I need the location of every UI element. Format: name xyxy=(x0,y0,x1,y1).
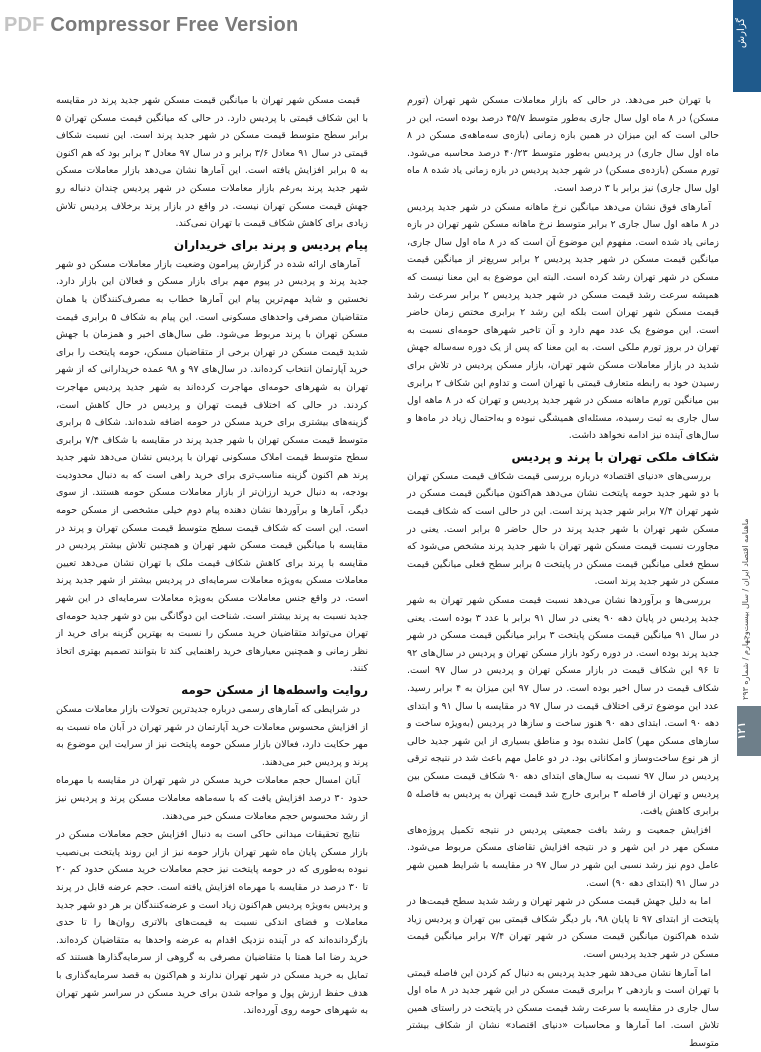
section-heading: پیام پردیس و پرند برای خریداران xyxy=(56,236,368,254)
body-paragraph: در شرایطی که آمارهای رسمی درباره جدیدترین تحولات بازار معاملات مسکن از افزایش محسوس معاملات خرید آپارتمان در شهر تهران در آبان ماه نسبت به مهر حکایت دارد، فعالان بازار مسکن حومه پایتخت نیز از سرایت این موضوع به پرند و پردیس خبر می‌دهند. xyxy=(56,701,368,771)
section-heading: شکاف ملکی تهران با پرند و پردیس xyxy=(407,448,719,466)
right-column xyxy=(407,92,719,1035)
magazine-issue-label: ماهنامه اقتصاد ایران / سال بیست‌وچهارم / شماره ۲۹۳ xyxy=(741,440,757,700)
body-paragraph: قیمت مسکن شهر تهران با میانگین قیمت مسکن شهر جدید پرند در مقایسه با این شکاف قیمتی با پردیس دارد. در حالی که میانگین قیمت مسکن تهران ۵ برابر سطح متوسط قیمت مسکن در شهر جدید پرند است. این نسبت شکاف قیمتی در سال ۹۱ معادل ۳/۶ برابر و در سال ۹۷ معادل ۳ برابر بود که هم اکنون به ۵ برابر افزایش یافته است. این آمارها نشان می‌دهد بازار معاملات مسکن شهر جدید پرند به‌رغم بازار معاملات مسکن در شهر پردیس چندان دنباله رو جهش قیمت مسکن تهران نیست. در واقع در بازار پرند برخلاف پردیس تلاش زیادی برای کاهش شکاف قیمت با تهران نمی‌کند. xyxy=(56,92,368,233)
body-paragraph: آمارهای ارائه شده در گزارش پیرامون وضعیت بازار معاملات مسکن دو شهر جدید پرند و پردیس در پیوم مهم برای بازار مسکن و فعالان این بازار دارد. نخستین و شاید مهم‌ترین پیام این آمارها خطاب به مصرف‌کنندگان یا همان متقاضیان مصرفی واحدهای مسکونی است. این پیام به شکاف ۵ برابری قیمت مسکن تهران با پرند مربوط می‌شود. طی سال‌های اخیر و همزمان با جهش شدید قیمت مسکن در تهران برخی از متقاضیان مسکن، حومه پایتخت را برای خرید آپارتمان انتخاب کرده‌اند. در سال‌های ۹۷ و ۹۸ عمده خریدارانی که از شهر تهران به شهرهای حومه‌ای مهاجرت کرده‌اند به شهر جدید پردیس مهاجرت کردند. در حالی که اختلاف قیمت تهران و پردیس در حال کاهش است، گزینه‌های بیشتری برای خرید مسکن در حومه اضافه شده‌اند. شکاف ۵ برابری متوسط قیمت مسکن تهران با شهر جدید پرند در مقایسه با شکاف ۷/۴ برابری سطح متوسط قیمت املاک مسکونی تهران با پردیس نشان می‌دهد شهر جدید پرند هم اکنون گزینه مناسب‌تری برای خرید راهی است که به دنبال محدودیت بودجه، به دنبال خرید ارزان‌تر از بازار معاملات مسکن حومه هستند. از سوی دیگر، آمارها و برآوردها نشان دهنده پیام دوم خیلی مشخصی از مسکن حومه است. این است که شکاف قیمت سطح متوسط قیمت مسکن تهران و پرند در مقایسه با میانگین قیمت مسکن شهر تهران و همچنین تلاش بیشتر پردیس در مقایسه با پرند برای کاهش شکاف قیمت ملک با تهران نشان می‌دهد تعیین معاملات مسکن به‌ویژه معاملات سرمایه‌ای در پردیس بیشتر از شهر جدید پرند است. در واقع جنس معاملات مسکن به‌ویژه معاملات سرمایه‌ای در این شهر جدید نسبت به پرند بیشتر است. شناخت این دوگانگی بین دو شهر جدید حومه‌ای تهران می‌تواند متقاضیان خرید مسکن را نسبت به بهترین گزینه برای خرید از نظر زمانی و همچنین معیارهای خرید راهنمایی کند تا بتوانند تصمیم بهتری اتخاذ کنند. xyxy=(56,256,368,678)
pdf-compressor-watermark: PDF Compressor Free Version xyxy=(4,14,298,37)
body-paragraph: اما به دلیل جهش قیمت مسکن در شهر تهران و رشد شدید سطح قیمت‌ها در پایتخت از ابتدای ۹۷ تا پایان ۹۸، بار دیگر شکاف قیمتی بین تهران و پردیس زیاد شده هم‌اکنون میانگین قیمت مسکن در شهر تهران ۷/۴ برابر میانگین قیمت مسکن در شهر جدید پردیس است. xyxy=(407,893,719,963)
body-paragraph: آمارهای فوق نشان می‌دهد میانگین نرخ ماهانه مسکن در شهر جدید پردیس در ۸ ماهه اول سال جاری ۲ برابر متوسط نرخ ماهانه مسکن شهر تهران در بازه زمانی یاد شده است. مفهوم این موضوع آن است که در ۸ ماه اول سال جاری، میانگین قیمت مسکن در شهر جدید پردیس ۲ برابر سریع‌تر از میانگین قیمت مسکن در شهر تهران رشد کرده است. البته این موضوع به این معنا نیست که همیشه سرعت رشد قیمت مسکن در شهر جدید پردیس ۲ برابر سرعت رشد قیمت مسکن شهر تهران است بلکه این رشد ۲ برابری مختص زمان حاضر است. این موضوع یک عدد مهم دارد و آن تاخیر شهرهای حومه‌ای نسبت به تهران در بروز تورم ملکی است. به این معنا که پس از یک دوره سه‌ساله جهش شدید در بازار معاملات مسکن شهر تهران، بازار مسکن پردیس در تلاش برای رسیدن خود به رابطه متعارف قیمتی با تهران است و تداوم این شکاف ۲ برابری بین میانگین تورم ماهانه مسکن در شهر جدید پردیس و تهران که در ۸ ماهه اول سال جاری به ثبت رسیده، مسئله‌ای همیشگی نبوده و به‌احتمال زیاد در ماه‌ها و سال‌های آینده نیز ادامه نخواهد داشت. xyxy=(407,199,719,445)
left-column xyxy=(56,92,368,1035)
section-tab-label: گزارش xyxy=(736,18,758,48)
body-paragraph: نتایج تحقیقات میدانی حاکی است به دنبال افزایش حجم معاملات مسکن در بازار مسکن پایان ماه شهر تهران بازار حومه نیز از این روند پایتخت بی‌نصیب نبوده به‌طوری که در حومه پایتخت نیز حجم معاملات خرید مسکن حدود کم ۲۰ تا ۳۰ درصد در مقایسه با مهرماه افزایش یافته است. حجم عرضه قابل در پرند و پردیس به‌ویژه پردیس هم‌اکنون زیاد است و عرضه‌کنندگان بر هر دو شهر جدید معاملات و فضای اندکی نسبت به قیمت‌های بالاتری روان‌ها را تا حدی بازگردانده‌اند که در آینده نزدیک اقدام به عرضه واحدها به متقاضیان کرده‌اند. خرید رضا اما همتا با متقاضیان مصرفی به گروهی از سرمایه‌گذارها هستند که تمایل به خرید مسکن در شهر تهران ندارند و هم‌اکنون به قصد سرمایه‌گذاری با هدف حفظ ارزش پول و مواجه شدن برای خرید مسکن در سراسر شهر تهران به شهرهای حومه روی آورده‌اند. xyxy=(56,826,368,1020)
body-paragraph: با تهران خبر می‌دهد. در حالی که بازار معاملات مسکن شهر تهران (تورم مسکن) در ۸ ماه اول سال جاری به‌طور متوسط ۴۵/۷ درصد بوده است، این در حالی است که این میزان در همین بازه زمانی (بازه‌ی سه‌ماهه‌ی مسکن در ۸ ماه اول سال جاری) در پردیس به‌طور متوسط ۴۰/۲۳ درصد محاسبه می‌شود. تورم مسکن (بازده‌ی مسکن) در شهر جدید پردیس در بازه زمانی یاد شده ۸ ماه اول سال جاری) نیز برابر با ۳ درصد است. xyxy=(407,92,719,198)
section-heading: روایت واسطه‌ها از مسکن حومه xyxy=(56,681,368,699)
magazine-edge-info xyxy=(737,440,761,700)
page-number: ۱۲۱ xyxy=(737,706,761,756)
body-paragraph: بررسی‌ها و برآوردها نشان می‌دهد نسبت قیمت مسکن شهر تهران به شهر جدید پردیس در پایان دهه ۹۰ یعنی در سال ۹۱ برابر با عدد ۳ بوده است. یعنی در سال ۹۱ میانگین قیمت مسکن پایتخت ۳ برابر میانگین قیمت مسکن در شهر جدید پرند بوده است. در دوره رکود بازار مسکن تهران و پردیس در سال‌های ۹۲ تا ۹۶ این شکاف قیمت در بازار مسکن تهران و پردیس در سال ۹۷ است. شکاف قیمت در سال اخیر بوده است. در سال ۹۷ این میزان به ۴ برابر رسید. عدد این موضوع ترقی اختلاف قیمت در سال ۹۷ در مقایسه با سال ۹۱ و ابتدای دهه ۹۰ است. ابتدای دهه ۹۰ هنوز ساخت و سازها در پردیس (به‌ویژه ساخت و سازهای مسکن مهر) کامل نشده بود و مناطق بسیاری از این شهر جدید خالی از هر نوع ساخت‌وساز و امکاناتی بود. در دو عامل مهم باعث شد در نتیجه ترقی پردیس در سال ۹۷ نسبت به سال‌های ابتدای دهه ۹۰ شکاف قیمت مسکن بین پردیس و تهران از فاصله ۳ برابری خارج شد قیمت تهران به پردیس به فاصله ۵ برابری کاهش یافت. xyxy=(407,592,719,821)
body-paragraph: اما آمارها نشان می‌دهد شهر جدید پردیس به دنبال کم کردن این فاصله قیمتی با تهران است و بازدهی ۲ برابری قیمت مسکن در این شهر جدید در ۸ ماه اول سال جاری در مقایسه با سرعت رشد قیمت مسکن در پایتخت در راستای همین تلاش است. اما آمارها و محاسبات «دنیای اقتصاد» نشان از شکاف بیشتر متوسط xyxy=(407,965,719,1052)
body-paragraph: بررسی‌های «دنیای اقتصاد» درباره بررسی قیمت شکاف قیمت مسکن تهران با دو شهر جدید حومه پایتخت نشان می‌دهد هم‌اکنون میانگین قیمت مسکن در شهر تهران ۷/۴ برابر شهر جدید پرند است. این در حالی است که شکاف قیمت مسکن شهر تهران با شهر جدید پرند در حال حاضر ۵ برابر است. یعنی در مجاورت نسبت قیمت مسکن شهر تهران با شهر جدید پرند مشخص می‌شود که سطح فعلی میانگین قیمت مسکن در پایتخت ۵ برابر سطح فعلی میانگین قیمت مسکن در شهر جدید پرند است. xyxy=(407,468,719,591)
body-paragraph: آبان امسال حجم معاملات خرید مسکن در شهر تهران در مقایسه با مهرماه حدود ۳۰ درصد افزایش یافت که با سه‌ماهه معاملات مسکن پرند و پردیس نیز از رشد محسوس حجم معاملات مسکن خبر می‌دهند. xyxy=(56,772,368,825)
body-paragraph: افزایش جمعیت و رشد بافت جمعیتی پردیس در نتیجه تکمیل پروژه‌های مسکن مهر در این شهر و در نتیجه افزایش تقاضای مسکن مربوط می‌شود. عامل دوم نیز رشد نسبی این شهر در سال ۹۷ در مقایسه با شرایط همین شهر در سال ۹۱ (ابتدای دهه ۹۰) است. xyxy=(407,822,719,892)
section-tab xyxy=(733,0,761,92)
